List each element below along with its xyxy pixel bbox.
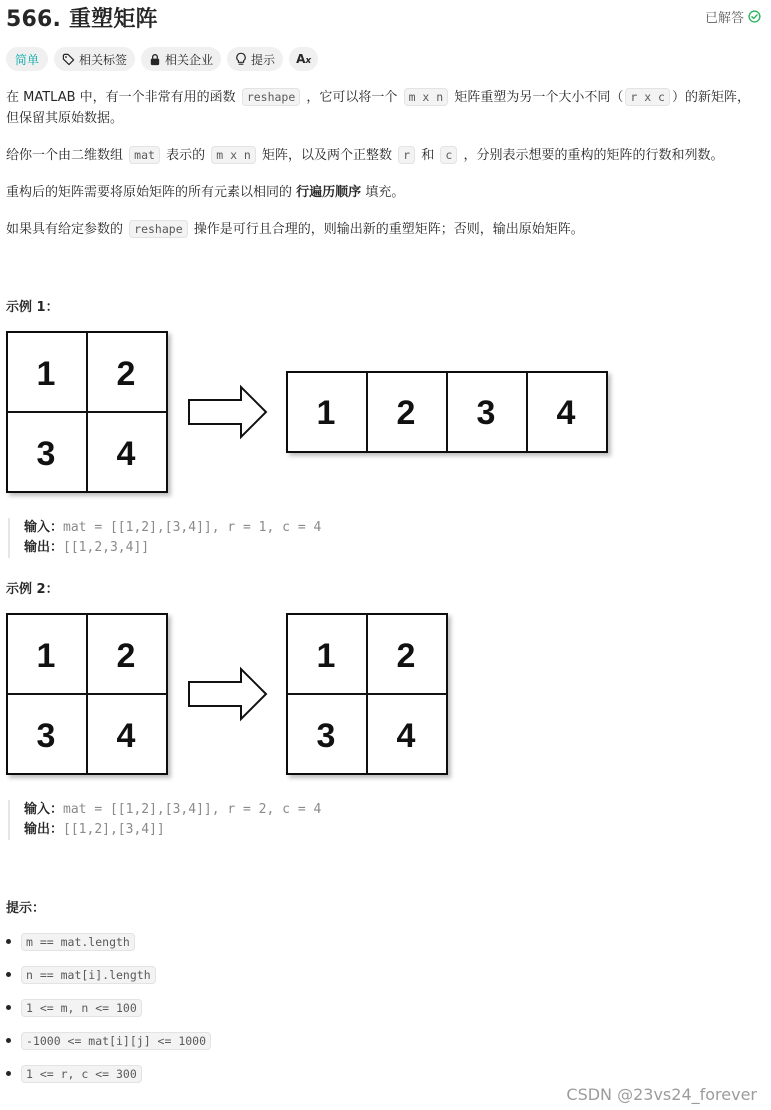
text: 操作是可行且合理的，则输出新的重塑矩阵；否则，输出原始矩阵。 — [193, 222, 584, 237]
list-item — [6, 1064, 211, 1097]
text: 和 — [421, 148, 435, 163]
constraints-list — [6, 932, 211, 1097]
text: ）的新矩阵，但保留其原始数据。 — [6, 90, 750, 126]
difficulty-label: 简单 — [15, 52, 40, 67]
constraint-code: -1000 <= mat[i][j] <= 1000 — [21, 1032, 211, 1050]
matrix-cell: 2 — [116, 637, 136, 675]
lock-icon — [149, 53, 161, 66]
text: ，分别表示想要的重构的矩阵的行数和列数。 — [463, 148, 724, 163]
matrix-cell: 3 — [476, 394, 496, 432]
text: 如果具有给定参数的 — [6, 222, 124, 237]
arrow-right-icon — [189, 669, 266, 719]
matrix-cell: 3 — [36, 435, 56, 473]
example-1-diagram — [0, 325, 620, 500]
constraint-code: n == mat[i].length — [21, 966, 156, 984]
text: 给你一个由二维数组 — [6, 148, 124, 163]
hint-label: 提示 — [251, 52, 276, 67]
watermark: CSDN @23vs24_forever — [566, 1085, 757, 1104]
matrix-cell: 3 — [36, 717, 56, 755]
matrix-cell: 4 — [116, 717, 136, 755]
description-paragraph-3 — [6, 182, 751, 203]
description-paragraph-4 — [6, 219, 751, 240]
text: 在 MATLAB 中，有一个非常有用的函数 — [6, 90, 236, 105]
text: 矩阵重塑为另一个大小不同（ — [454, 90, 624, 105]
matrix-cell: 2 — [396, 394, 416, 432]
constraint-code: 1 <= r, c <= 300 — [21, 1065, 142, 1083]
inline-code: reshape — [129, 220, 187, 238]
bold-text: 行遍历顺序 — [296, 185, 362, 200]
font-size-button[interactable] — [289, 47, 318, 71]
text: ，它可以将一个 — [306, 90, 398, 105]
related-tags-button[interactable] — [54, 47, 135, 71]
constraint-code: m == mat.length — [21, 933, 135, 951]
output-value: [[1,2,3,4]] — [63, 540, 150, 555]
inline-code: m x n — [211, 146, 256, 164]
input-label: 输入： — [24, 520, 64, 535]
difficulty-badge[interactable] — [6, 47, 48, 71]
text: 填充。 — [365, 185, 405, 200]
related-tags-label: 相关标签 — [79, 52, 128, 67]
related-companies-button[interactable] — [141, 47, 221, 71]
description-paragraph-1 — [6, 87, 751, 129]
matrix-cell: 1 — [316, 637, 336, 675]
matrix-cell: 4 — [396, 717, 416, 755]
arrow-right-icon — [189, 387, 266, 437]
constraints-heading: 提示： — [6, 901, 46, 916]
example-2-heading: 示例 2： — [6, 582, 59, 597]
text: 重构后的矩阵需要将原始矩阵的所有元素以相同的 — [6, 185, 293, 200]
matrix-cell: 1 — [36, 355, 56, 393]
text: 矩阵，以及两个正整数 — [262, 148, 393, 163]
example-2-io — [8, 800, 321, 840]
constraint-code: 1 <= m, n <= 100 — [21, 999, 142, 1017]
related-companies-label: 相关企业 — [165, 52, 214, 67]
example-1-io — [8, 518, 321, 558]
example-2-diagram — [0, 607, 620, 782]
inline-code: r — [398, 146, 415, 164]
input-value: mat = [[1,2],[3,4]], r = 1, c = 4 — [63, 520, 322, 535]
matrix-cell: 4 — [116, 435, 136, 473]
tag-icon — [62, 53, 75, 66]
check-circle-icon — [748, 10, 761, 23]
problem-title: 566. 重塑矩阵 — [6, 7, 158, 32]
list-item — [6, 965, 211, 998]
solved-status-label: 已解答 — [704, 11, 744, 26]
lightbulb-icon — [235, 52, 247, 66]
output-label: 输出： — [24, 822, 64, 837]
description-paragraph-2 — [6, 145, 751, 166]
matrix-cell: 2 — [116, 355, 136, 393]
output-value: [[1,2],[3,4]] — [63, 822, 165, 837]
solved-status[interactable] — [705, 7, 761, 26]
list-item — [6, 932, 211, 965]
input-label: 输入： — [24, 802, 64, 817]
example-1-heading: 示例 1： — [6, 300, 59, 315]
matrix-cell: 2 — [396, 637, 416, 675]
inline-code: c — [440, 146, 457, 164]
tag-bar — [6, 47, 318, 71]
list-item — [6, 998, 211, 1031]
inline-code: r x c — [625, 88, 670, 106]
inline-code: mat — [129, 146, 160, 164]
inline-code: m x n — [404, 88, 449, 106]
text: 表示的 — [166, 148, 206, 163]
hint-button[interactable] — [227, 47, 283, 71]
inline-code: reshape — [242, 88, 300, 106]
font-size-icon: Ax — [296, 52, 312, 66]
matrix-cell: 1 — [316, 394, 336, 432]
output-label: 输出： — [24, 540, 64, 555]
matrix-cell: 4 — [556, 394, 576, 432]
matrix-cell: 3 — [316, 717, 336, 755]
matrix-cell: 1 — [36, 637, 56, 675]
input-value: mat = [[1,2],[3,4]], r = 2, c = 4 — [63, 802, 322, 817]
list-item — [6, 1031, 211, 1064]
